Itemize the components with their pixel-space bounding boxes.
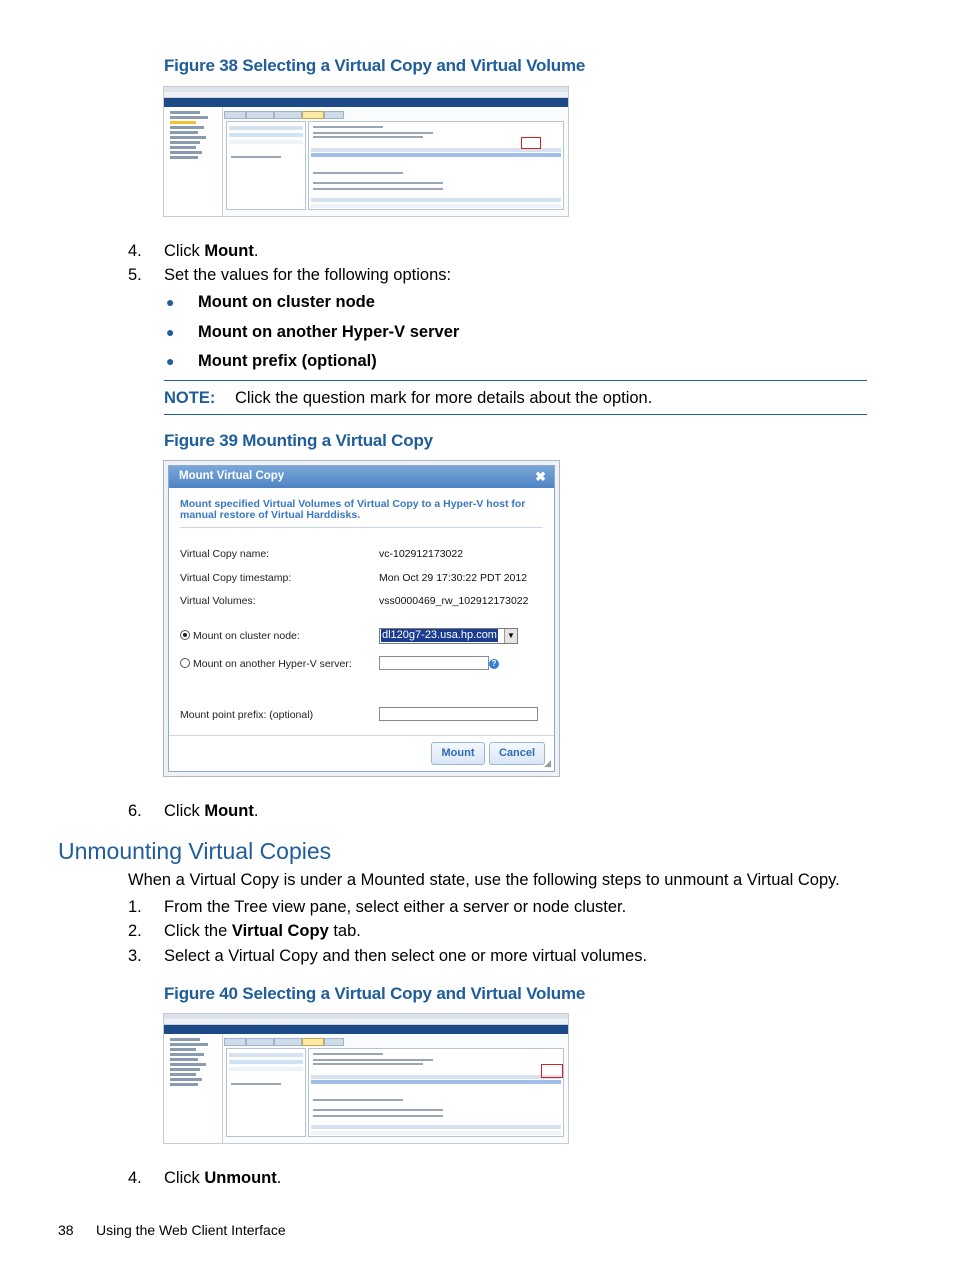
note-text: Click the question mark for more details about the option. xyxy=(235,389,653,407)
virtual-volumes-label: Virtual Volumes: xyxy=(180,595,256,607)
mount-button[interactable]: Mount xyxy=(431,742,485,765)
figure-40-screenshot xyxy=(163,1013,569,1144)
vc-name-label: Virtual Copy name: xyxy=(180,548,270,560)
mount-prefix-label: Mount point prefix: (optional) xyxy=(180,709,314,721)
cluster-radio-label: Mount on cluster node: xyxy=(193,630,300,642)
unmount-step-1: 1. From the Tree view pane, select either a server or node cluster. xyxy=(128,898,627,916)
vc-timestamp-label: Virtual Copy timestamp: xyxy=(180,572,292,584)
section-heading: Unmounting Virtual Copies xyxy=(58,838,332,864)
vc-timestamp-value: Mon Oct 29 17:30:22 PDT 2012 xyxy=(379,572,528,584)
mount-virtual-copy-dialog xyxy=(168,465,555,772)
step-4-click-unmount: 4. Click Unmount. xyxy=(128,1169,282,1187)
help-icon[interactable]: ? xyxy=(489,659,499,669)
page-number: 38 xyxy=(58,1222,74,1238)
hyperv-radio-label: Mount on another Hyper-V server: xyxy=(193,658,352,670)
figure-39-screenshot xyxy=(163,460,560,777)
dialog-titlebar xyxy=(169,466,554,488)
cluster-node-select[interactable] xyxy=(379,628,518,644)
virtual-volumes-value: vss0000469_rw_102912173022 xyxy=(379,595,529,607)
note-label: NOTE: xyxy=(164,389,216,407)
mount-on-another-hyperv-option[interactable] xyxy=(180,658,352,670)
cancel-button[interactable]: Cancel xyxy=(489,742,545,765)
dialog-description: Mount specified Virtual Volumes of Virtual Copy to a Hyper-V host for manual restore of Virtual Harddisks. xyxy=(180,498,526,521)
hyperv-radio[interactable] xyxy=(180,658,190,668)
resize-grip-icon[interactable]: ◢ xyxy=(544,758,551,768)
mount-button-highlight xyxy=(521,137,541,149)
cluster-node-selected: dl120g7-23.usa.hp.com xyxy=(382,629,497,641)
mount-prefix-input[interactable] xyxy=(379,707,538,721)
figure-38-caption: Figure 38 Selecting a Virtual Copy and Virtual Volume xyxy=(164,56,586,75)
figure-38-screenshot xyxy=(163,86,569,217)
figure-39-caption: Figure 39 Mounting a Virtual Copy xyxy=(164,431,433,450)
figure-40-caption: Figure 40 Selecting a Virtual Copy and Virtual Volume xyxy=(164,984,586,1003)
step-4-click-mount: 4. Click Mount. xyxy=(128,242,259,260)
bullet-mount-on-another-hyperv: ● Mount on another Hyper-V server xyxy=(166,323,460,341)
note-box xyxy=(164,380,867,415)
unmount-step-3: 3. Select a Virtual Copy and then select one or more virtual volumes. xyxy=(128,947,648,965)
close-icon[interactable]: ✖ xyxy=(535,469,546,484)
dialog-title: Mount Virtual Copy xyxy=(179,470,285,482)
step-6-click-mount: 6. Click Mount. xyxy=(128,802,259,820)
chevron-down-icon[interactable]: ▼ xyxy=(504,629,517,643)
hyperv-server-input[interactable] xyxy=(379,656,489,670)
mount-on-cluster-option[interactable] xyxy=(180,630,300,642)
footer-title: Using the Web Client Interface xyxy=(96,1222,286,1238)
bullet-mount-on-cluster-node: ● Mount on cluster node xyxy=(166,293,375,311)
unmount-step-2: 2. Click the Virtual Copy tab. xyxy=(128,922,361,940)
cluster-radio[interactable] xyxy=(180,630,190,640)
step-5-set-values: 5. Set the values for the following options: xyxy=(128,266,452,284)
bullet-mount-prefix: ● Mount prefix (optional) xyxy=(166,352,377,370)
section-intro: When a Virtual Copy is under a Mounted state, use the following steps to unmount a Virtual Copy. xyxy=(128,871,840,889)
unmount-button-highlight xyxy=(541,1064,563,1078)
vc-name-value: vc-102912173022 xyxy=(379,548,464,560)
